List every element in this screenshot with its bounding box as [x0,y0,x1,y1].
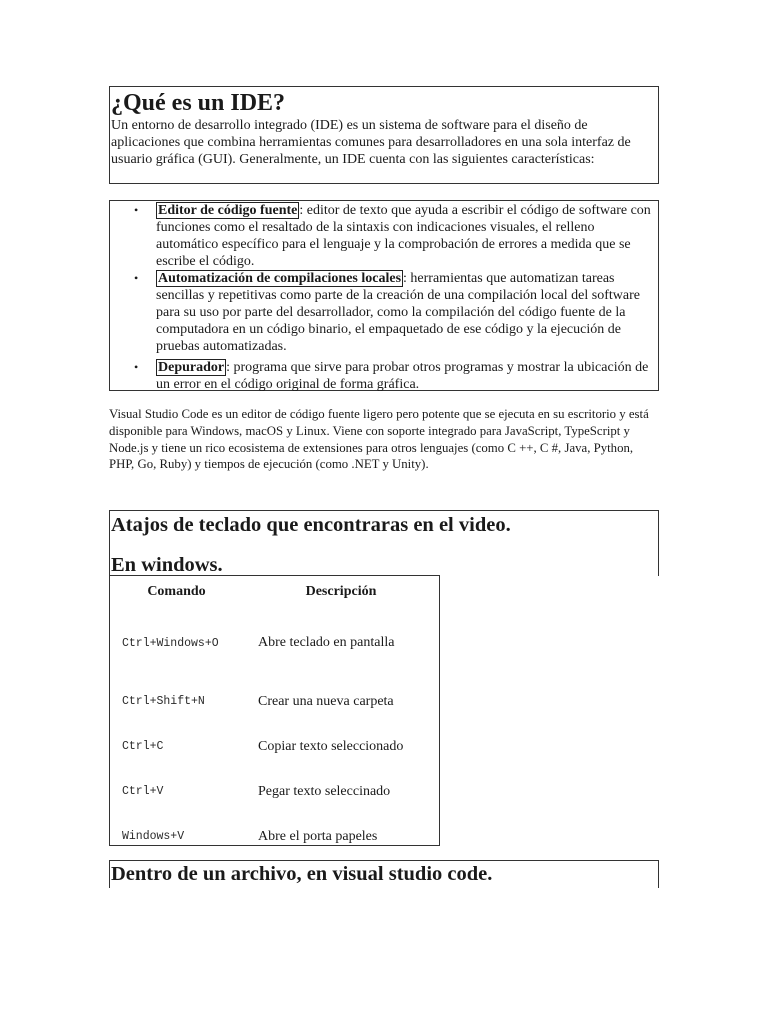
command-cell: Ctrl+C [122,740,164,753]
ide-title: ¿Qué es un IDE? [111,90,286,116]
command-cell: Ctrl+Shift+N [122,695,205,708]
description-cell: Abre teclado en pantalla [258,635,395,650]
vscode-section-title: Dentro de un archivo, en visual studio code. [111,863,493,885]
feature-text: : herramientas que automatizan tareas sencillas y repetitivas como parte de la creación de una compilación local del software para su uso por parte del desarrollador, como la compilación del código fuente de la computadora en un código binario, el empaquetado de ese código y la ejecución de pruebas automatizadas. [156,271,640,354]
table-row [110,814,439,859]
description-cell: Pegar texto seleccinado [258,783,391,799]
features-list [116,202,652,393]
vscode-section [109,860,659,888]
command-cell: Windows+V [122,830,185,843]
feature-text: : editor de texto que ayuda a escribir el código de software con funciones como el resaltado de la sintaxis con indicaciones visuales, el relleno automático específico para el lenguaje y la comprobación de errores a medida que se escribe el código. [156,203,651,269]
table-header-row [110,576,439,607]
header-description: Descripción [305,584,377,599]
ide-description: Un entorno de desarrollo integrado (IDE) es un sistema de software para el diseño de aplicaciones que combina herramientas comunes para desarrolladores en una sola interfaz de usuario gráfica (GUI). Generalmente, un IDE cuenta con las siguientes características: [111,118,631,167]
feature-term: Depurador [158,360,225,375]
features-section [109,200,659,391]
description-cell: Copiar texto seleccionado [258,738,404,754]
feature-text: : programa que sirve para probar otros programas y mostrar la ubicación de un error en el código original de forma gráfica. [156,360,649,392]
feature-item-build [156,270,652,355]
feature-item-debugger [156,359,652,393]
shortcuts-table [110,576,439,859]
shortcuts-table-frame [109,575,440,846]
table-row [110,724,439,769]
shortcuts-section [109,510,659,576]
feature-item-editor [156,202,652,270]
description-cell: Abre el porta papeles [258,828,378,844]
vscode-paragraph: Visual Studio Code es un editor de código fuente ligero pero potente que se ejecuta en su escritorio y está disponible para Windows, macOS y Linux. Viene con soporte integrado para JavaScript, TypeScript y Node.js y tiene un rico ecosistema de extensiones para otros lenguajes (como C ++, C #, Java, Python, PHP, Go, Ruby) y tiempos de ejecución (como .NET y Unity). [109,407,649,472]
windows-subtitle: En windows. [111,554,223,576]
description-cell: Crear una nueva carpeta [258,693,394,709]
ide-section [109,86,659,184]
feature-term: Editor de código fuente [158,203,298,218]
table-row [110,679,439,724]
table-row [110,607,439,679]
table-row [110,769,439,814]
header-command: Comando [147,584,206,599]
shortcuts-title: Atajos de teclado que encontraras en el video. [111,514,511,536]
command-cell: Ctrl+V [122,785,164,798]
command-cell: Ctrl+Windows+O [122,636,219,650]
feature-term: Automatización de compilaciones locales [158,271,402,286]
